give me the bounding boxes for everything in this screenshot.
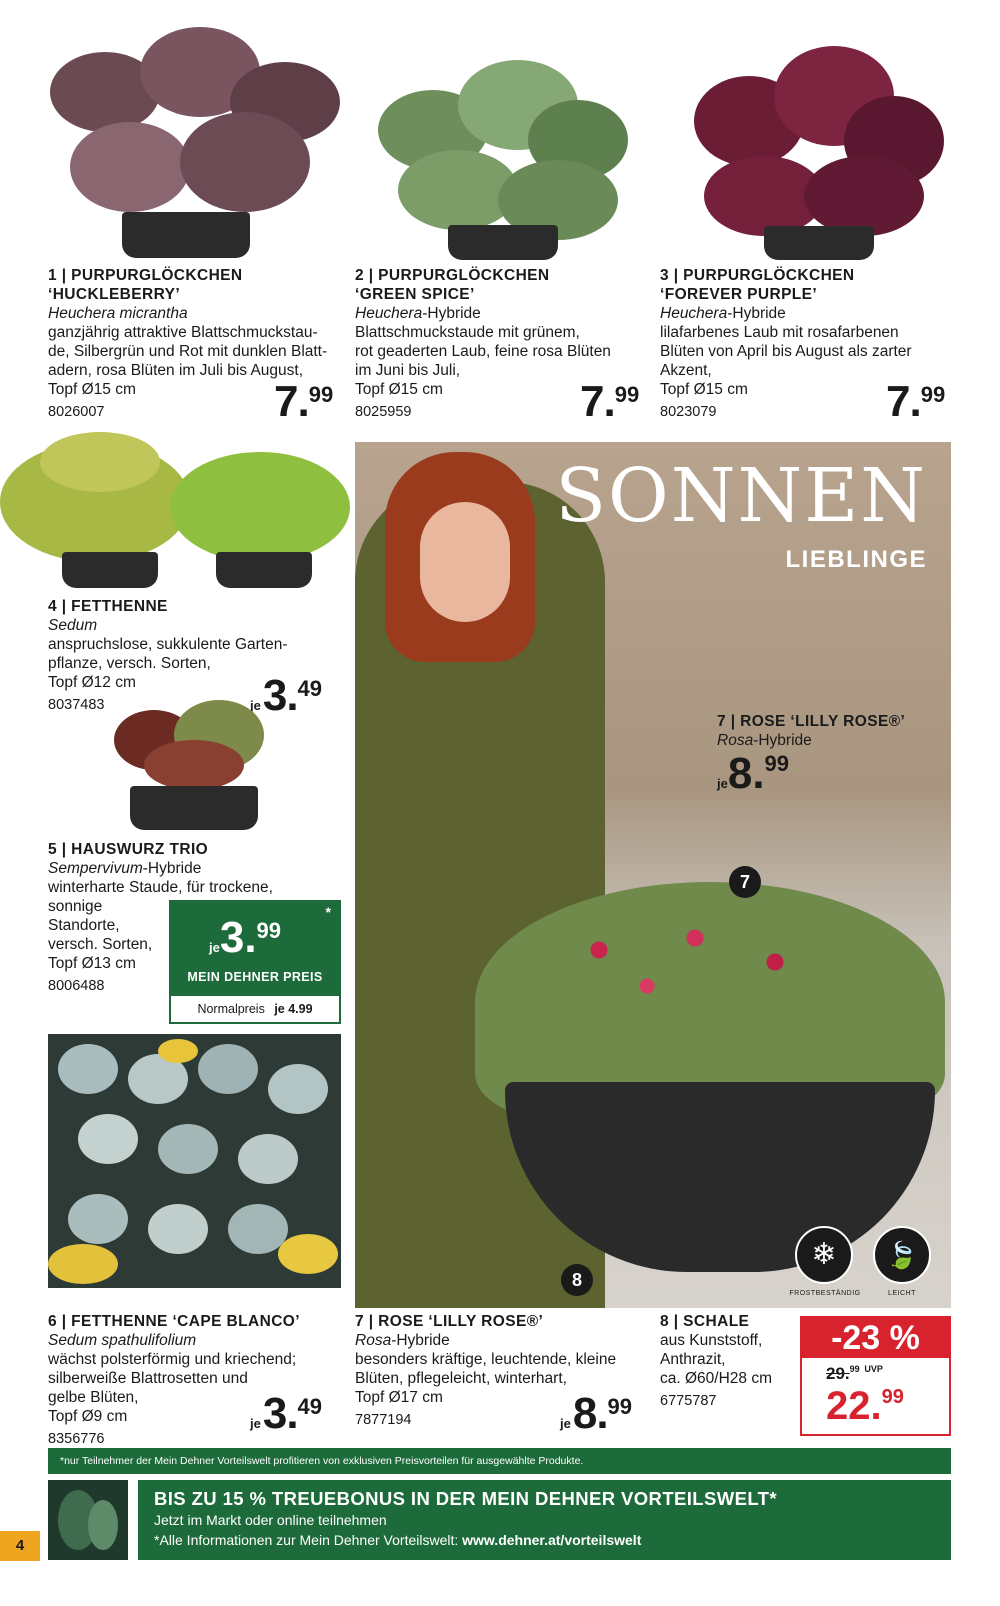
light-label: LEICHT <box>888 1290 916 1297</box>
deal-price-cents: 99 <box>256 918 282 943</box>
product-title: 3 | PURPURGLÖCKCHEN ‘FOREVER PURPLE’ <box>660 267 855 303</box>
leaf-thumbnail <box>48 1480 128 1560</box>
article-number: 7877194 <box>355 1412 412 1428</box>
product-title: 5 | HAUSWURZ TRIO <box>48 841 209 858</box>
product-description: ganzjährig attraktive Blattschmuckstau- de, Silbergrün und Rot mit dunklen Blatt- adern, rosa Blüten im Juli bis August, Topf Ø15 cm <box>48 324 328 398</box>
hero-callout <box>717 712 905 796</box>
product-title: 1 | PURPURGLÖCKCHEN ‘HUCKLEBERRY’ <box>48 267 243 303</box>
heuchera-forever-purple-photo <box>684 46 944 260</box>
old-price-cents: 99 <box>849 1364 860 1374</box>
deal-label: MEIN DEHNER PREIS <box>187 970 323 984</box>
callout-latin-suffix: -Hybride <box>753 732 812 749</box>
product-3-price <box>886 377 946 426</box>
product-latin-suffix: -Hybride <box>422 305 481 322</box>
normal-price-row <box>171 996 339 1022</box>
product-description: lilafarbenes Laub mit rosafarbenen Blüten von April bis August als zarter Akzent, Topf Ø15 cm <box>660 324 912 398</box>
uvp-label: UVP <box>864 1364 883 1374</box>
callout-title: 7 | ROSE ‘LILLY ROSE®’ <box>717 713 906 730</box>
price-cents: 99 <box>920 382 946 407</box>
price-main: 3. <box>262 671 298 720</box>
deal-price <box>209 913 282 962</box>
new-price-main: 22. <box>826 1384 882 1428</box>
article-number: 8006488 <box>48 978 105 994</box>
product-title: 2 | PURPURGLÖCKCHEN ‘GREEN SPICE’ <box>355 267 550 303</box>
product-latin-suffix: -Hybride <box>142 860 202 877</box>
banner-line-1: Jetzt im Markt oder online teilnehmen <box>154 1512 387 1528</box>
product-latin-name: Sedum spathulifolium <box>48 1332 197 1349</box>
old-price <box>826 1364 883 1384</box>
article-number: 8356776 <box>48 1431 105 1447</box>
product-description: anspruchslose, sukkulente Garten- pflanze, versch. Sorten, Topf Ø12 cm <box>48 636 288 691</box>
sempervivum-trio-photo <box>104 700 284 832</box>
mein-dehner-price-box <box>169 900 341 1024</box>
banner-line-2-prefix: *Alle Informationen zur Mein Dehner Vorteilswelt: <box>154 1532 463 1548</box>
product-description: Blattschmuckstaude mit grünem, rot geaderten Laub, feine rosa Blüten im Juni bis Juli, Topf Ø15 cm <box>355 324 611 398</box>
normal-price-label: Normalpreis <box>197 1002 265 1016</box>
old-price-main: 29. <box>826 1364 850 1383</box>
banner-link[interactable]: www.dehner.at/vorteilswelt <box>462 1532 642 1548</box>
badge-8: 8 <box>561 1264 593 1296</box>
product-title: 7 | ROSE ‘LILLY ROSE®’ <box>355 1313 544 1330</box>
discount-percent: -23 % <box>802 1318 949 1358</box>
sedum-photo <box>0 432 350 590</box>
pink-roses <box>535 902 855 1022</box>
callout-latin: Rosa <box>717 732 754 749</box>
price-je: je <box>250 1416 261 1431</box>
article-number: 8023079 <box>660 404 717 420</box>
badge-7: 7 <box>729 866 761 898</box>
product-latin-name: Heuchera <box>355 305 423 322</box>
page-number: 4 <box>0 1531 40 1561</box>
price-cents: 99 <box>614 382 640 407</box>
deal-je: je <box>209 940 220 955</box>
price-cents: 49 <box>297 1394 323 1419</box>
loyalty-banner <box>138 1480 951 1560</box>
new-price <box>826 1384 904 1428</box>
product-description: winterharte Staude, für trockene, sonnige Standorte, versch. Sorten, Topf Ø13 cm <box>48 879 273 972</box>
callout-je: je <box>717 776 728 791</box>
article-number: 8025959 <box>355 404 412 420</box>
price-main: 8. <box>572 1389 608 1438</box>
product-2-price <box>580 377 640 426</box>
price-je: je <box>250 698 261 713</box>
price-cents: 99 <box>308 382 334 407</box>
footnote-bar: *nur Teilnehmer der Mein Dehner Vorteilswelt profitieren von exklusiven Preisvorteilen für ausgewählte Produkte. <box>48 1448 951 1474</box>
product-latin-name: Heuchera micrantha <box>48 305 188 322</box>
product-latin-suffix: -Hybride <box>391 1332 450 1349</box>
banner-line-2 <box>154 1530 935 1550</box>
product-latin-name: Sempervivum <box>48 860 143 877</box>
product-description: besonders kräftige, leuchtende, kleine Blüten, pflegeleicht, winterhart, Topf Ø17 cm <box>355 1351 617 1406</box>
frost-label: FROSTBESTÄNDIG <box>789 1290 861 1297</box>
normal-price-value: je 4.99 <box>274 1002 313 1016</box>
hero-subtitle: LIEBLINGE <box>785 546 927 573</box>
product-7-price <box>560 1389 633 1438</box>
price-cents: 99 <box>607 1394 633 1419</box>
product-title: 4 | FETTHENNE <box>48 598 168 615</box>
sale-price-box <box>800 1316 951 1436</box>
heuchera-green-spice-photo <box>378 60 630 260</box>
product-latin-name: Rosa <box>355 1332 392 1349</box>
hero-image-sonnenlieblinge <box>355 442 951 1308</box>
callout-price <box>717 749 905 798</box>
deal-star: * <box>325 904 331 920</box>
product-description: wächst polsterförmig und kriechend; silberweiße Blattrosetten und gelbe Blüten, Topf Ø9 cm <box>48 1351 297 1425</box>
article-number: 8037483 <box>48 697 105 713</box>
sedum-cape-blanco-photo <box>48 1034 341 1288</box>
price-je: je <box>560 1416 571 1431</box>
price-cents: 49 <box>297 676 323 701</box>
callout-price-cents: 99 <box>764 751 790 776</box>
product-title: 6 | FETTHENNE ‘CAPE BLANCO’ <box>48 1313 300 1330</box>
article-number: 6775787 <box>660 1393 717 1409</box>
snowflake-icon: ❄ <box>795 1226 853 1284</box>
new-price-cents: 99 <box>881 1386 904 1408</box>
price-main: 7. <box>886 377 921 426</box>
article-number: 8026007 <box>48 404 105 420</box>
product-latin-suffix: -Hybride <box>727 305 786 322</box>
price-main: 7. <box>580 377 615 426</box>
product-latin-name: Sedum <box>48 617 98 634</box>
price-main: 7. <box>274 377 309 426</box>
feather-icon: 🍃 <box>873 1226 931 1284</box>
deal-price-panel <box>171 902 339 996</box>
product-8-info <box>660 1312 800 1411</box>
woman-face <box>420 502 510 622</box>
product-description: aus Kunststoff, Anthrazit, ca. Ø60/H28 cm <box>660 1332 772 1387</box>
product-6-price <box>250 1389 323 1438</box>
product-latin-name: Heuchera <box>660 305 728 322</box>
price-main: 3. <box>262 1389 298 1438</box>
banner-title: BIS ZU 15 % TREUEBONUS IN DER MEIN DEHNER VORTEILSWELT* <box>154 1488 777 1509</box>
deal-price-main: 3. <box>219 913 257 962</box>
product-1-price <box>274 377 334 426</box>
callout-price-main: 8. <box>727 749 765 798</box>
heuchera-huckleberry-photo <box>30 22 350 258</box>
hero-title: SONNEN <box>555 453 927 539</box>
product-title: 8 | SCHALE <box>660 1313 750 1330</box>
